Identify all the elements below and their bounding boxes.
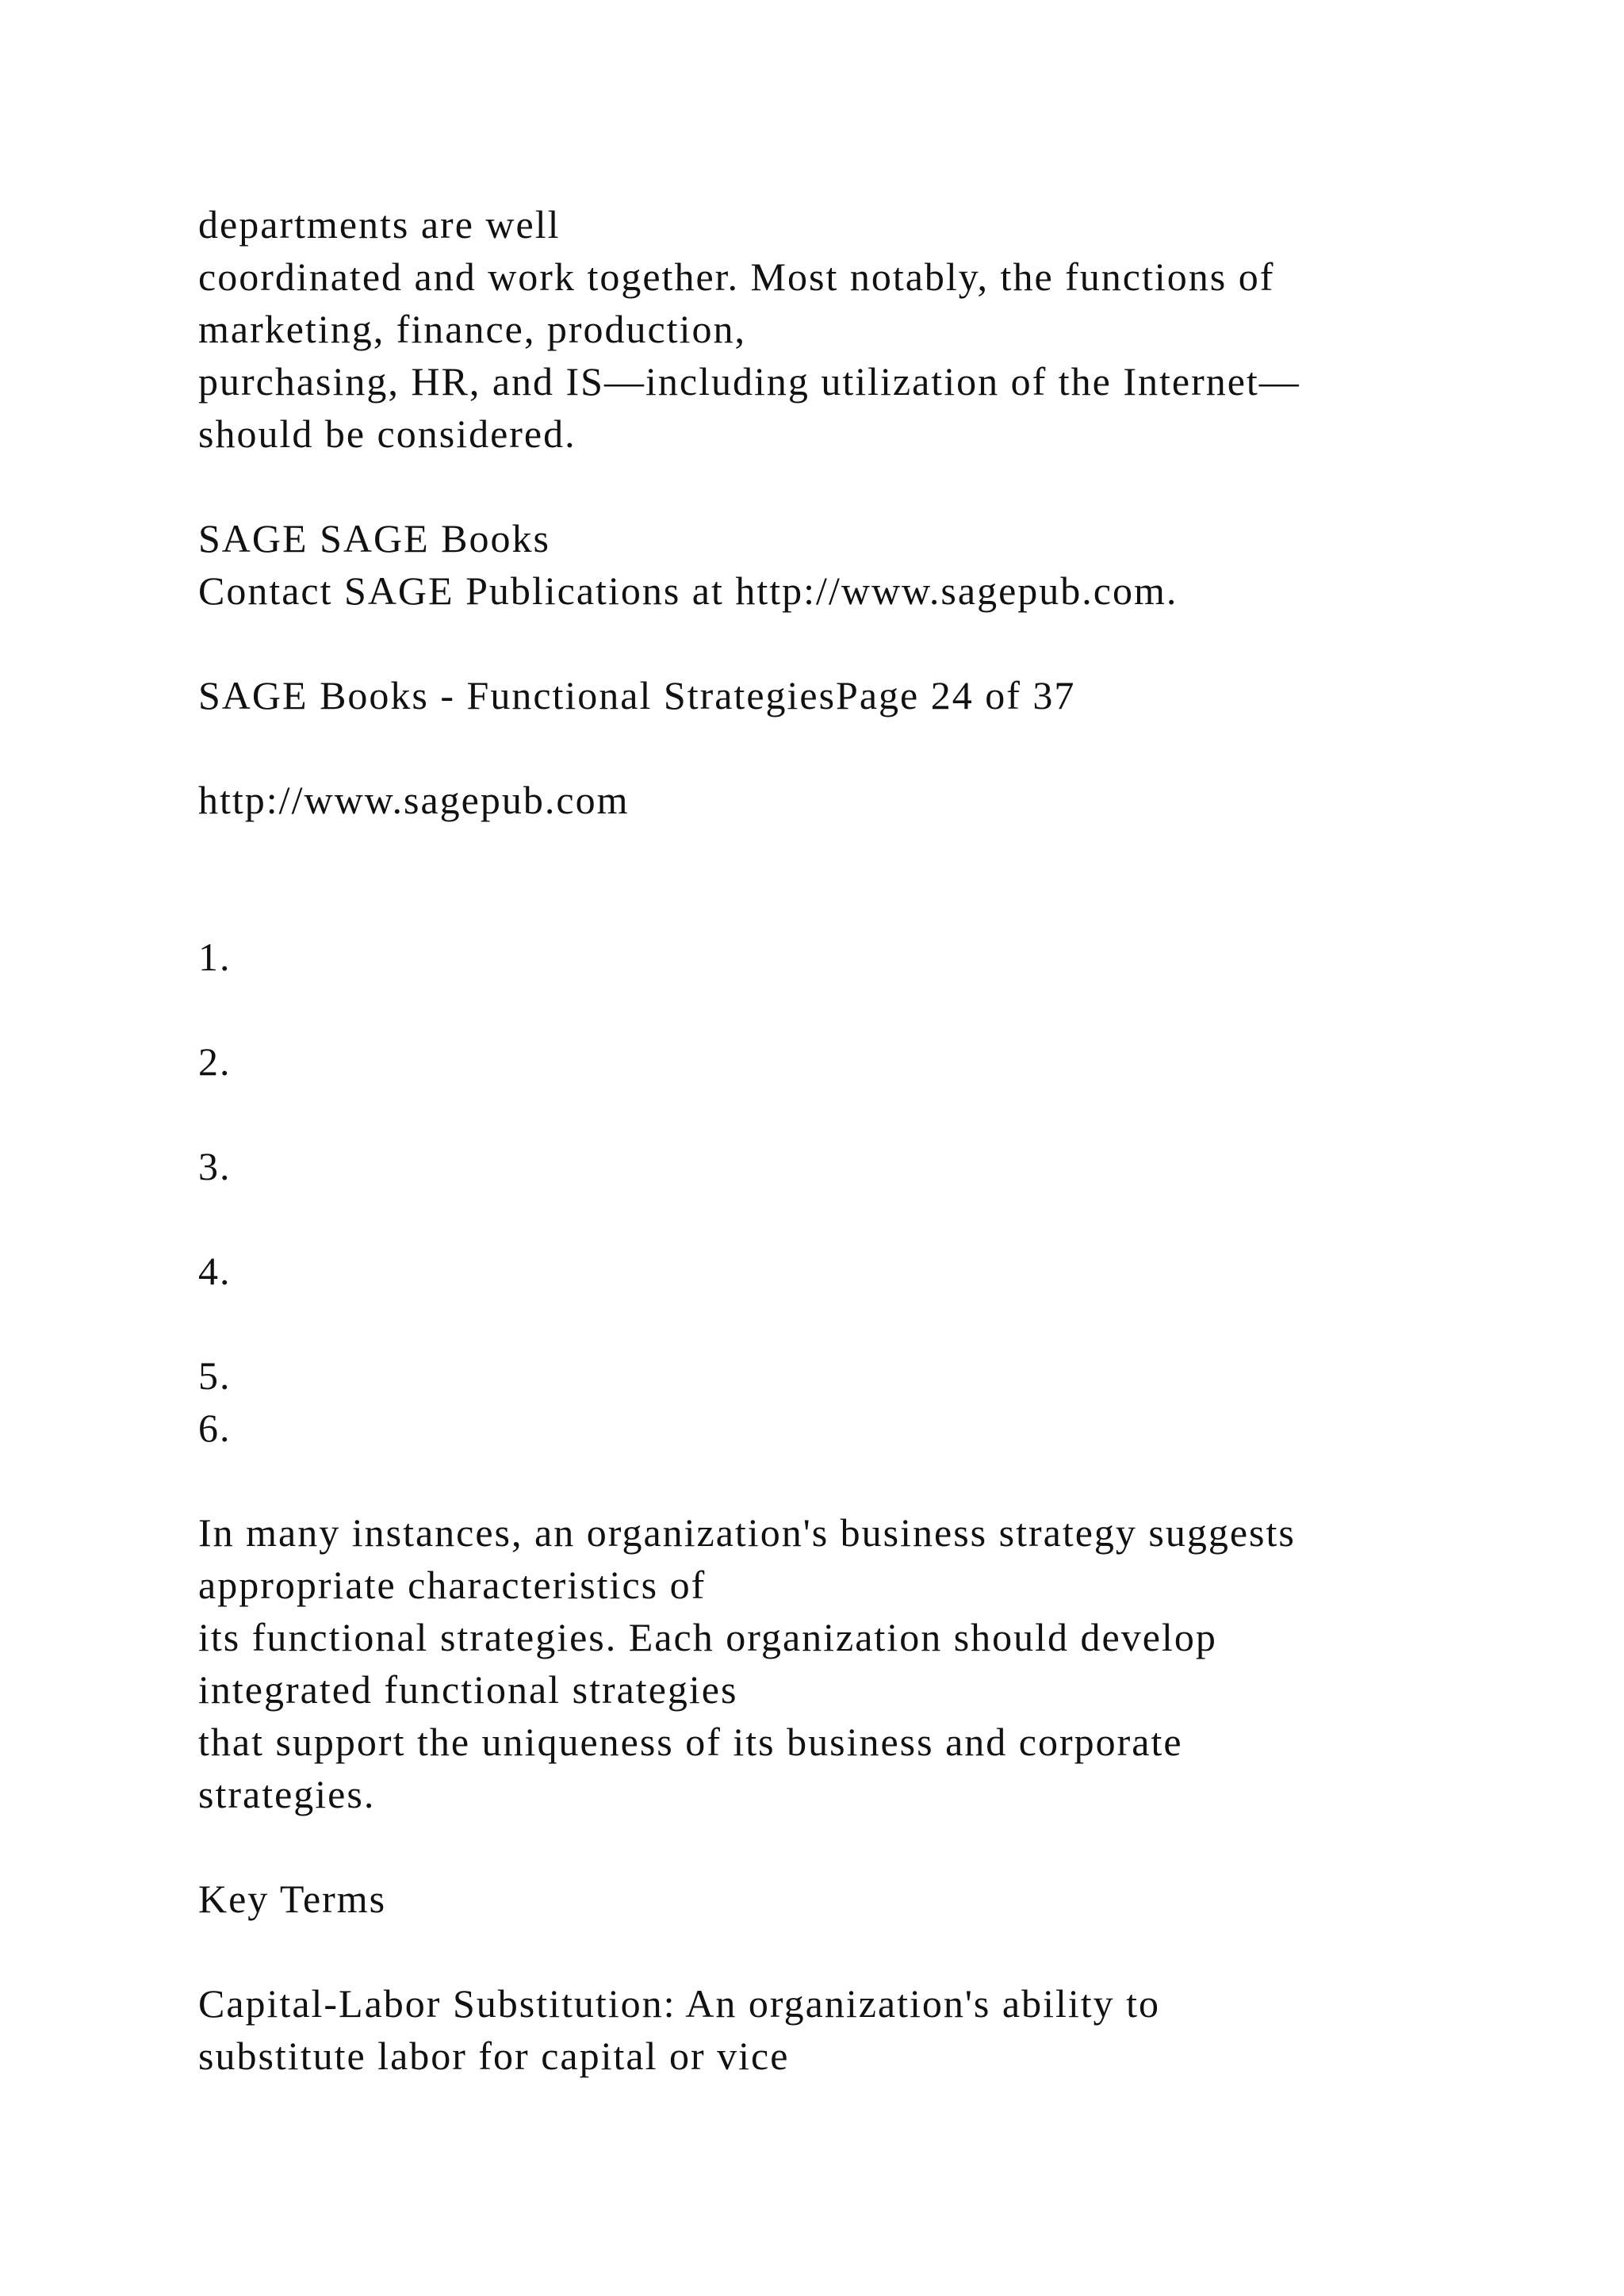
paragraph-functions-coordination: [198, 198, 1507, 460]
list-number: 4.: [198, 1249, 232, 1293]
text-line: that support the uniqueness of its business and corporate: [198, 1720, 1183, 1764]
list-number: 1.: [198, 935, 232, 979]
blank-line: [198, 460, 1507, 512]
text-line: strategies.: [198, 1772, 376, 1816]
contact-line: Contact SAGE Publications at http://www.sagepub.com.: [198, 568, 1178, 613]
text-line: Capital-Labor Substitution: An organization's ability to: [198, 1981, 1161, 2026]
list-number: 2.: [198, 1039, 232, 1084]
list-number: 5.: [198, 1353, 232, 1398]
text-line: marketing, finance, production,: [198, 307, 746, 351]
blank-line: [198, 878, 1507, 931]
numbered-list: [198, 931, 1507, 1454]
blank-line: [198, 1925, 1507, 1977]
source-line: SAGE SAGE Books: [198, 516, 550, 561]
blank-line: [198, 1454, 1507, 1506]
text-line: integrated functional strategies: [198, 1667, 738, 1712]
url-line: http://www.sagepub.com: [198, 778, 630, 822]
section-heading: Key Terms: [198, 1877, 387, 1921]
blank-line: [198, 1192, 1507, 1245]
text-line: should be considered.: [198, 411, 576, 456]
text-line: departments are well: [198, 202, 561, 247]
blank-line: [198, 826, 1507, 878]
list-number: 3.: [198, 1144, 232, 1188]
list-number: 6.: [198, 1406, 232, 1450]
blank-line: [198, 1297, 1507, 1349]
text-line: coordinated and work together. Most notably, the functions of: [198, 254, 1275, 299]
page-header-line: SAGE Books - Functional StrategiesPage 24 of 37: [198, 673, 1076, 718]
text-line: In many instances, an organization's business strategy suggests: [198, 1510, 1296, 1555]
blank-line: [198, 721, 1507, 774]
text-line: purchasing, HR, and IS—including utilization of the Internet—: [198, 359, 1300, 404]
blank-line: [198, 1088, 1507, 1140]
document-body: [198, 198, 1507, 2082]
text-line: its functional strategies. Each organization should develop: [198, 1615, 1217, 1659]
text-line: substitute labor for capital or vice: [198, 2034, 790, 2078]
paragraph-business-strategy: [198, 1506, 1507, 1820]
blank-line: [198, 1820, 1507, 1873]
text-line: appropriate characteristics of: [198, 1563, 707, 1607]
key-term-definition: [198, 1977, 1507, 2082]
blank-line: [198, 617, 1507, 669]
blank-line: [198, 983, 1507, 1035]
